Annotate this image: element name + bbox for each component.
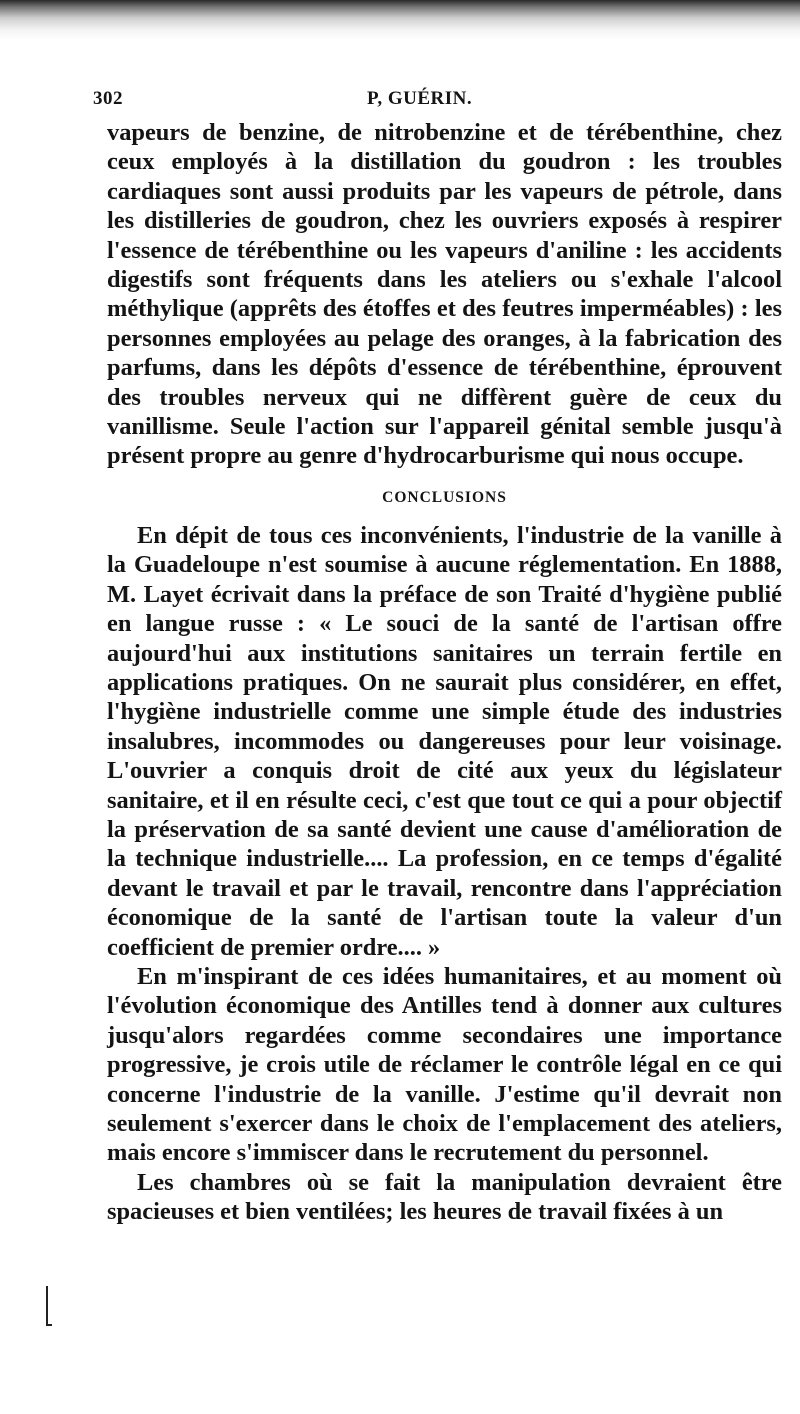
running-head — [93, 88, 782, 118]
scan-corner-mark — [46, 1286, 52, 1326]
paragraph-conclusions-2: En m'inspirant de ces idées humanitaires, et au moment où l'évolution économique des Antilles tend à donner aux cultures jusqu'alors regardées comme secondaires une importance progressive, je crois utile de réclamer le contrôle légal en ce qui concerne l'industrie de la vanille. J'estime qu'il devrait non seulement s'exercer dans le choix de l'emplacement des ateliers, mais encore s'immiscer dans le recrutement du personnel. — [107, 962, 782, 1167]
paragraph-conclusions-1: En dépit de tous ces inconvénients, l'industrie de la vanille à la Guadeloupe n'est soumise à aucune réglementation. En 1888, M. Layet écrivait dans la préface de son Traité d'hygiène publié en langue russe : « Le souci de la santé de l'artisan offre aujourd'hui aux institutions sanitaires un terrain fertile en applications pratiques. On ne saurait plus considérer, en effet, l'hygiène industrielle comme une simple étude des industries insalubres, incommodes ou dangereuses pour leur voisinage. L'ouvrier a conquis droit de cité aux yeux du législateur sanitaire, et il en résulte ceci, c'est que tout ce qui a pour objectif la préservation de sa santé devient une cause d'amélioration de la technique industrielle.... La profession, en ce temps d'égalité devant le travail et par le travail, rencontre dans l'appréciation économique de la santé de l'artisan toute la valeur d'un coefficient de premier ordre.... » — [107, 521, 782, 961]
scan-edge-shadow — [0, 0, 800, 40]
section-heading: CONCLUSIONS — [382, 488, 507, 506]
running-title: P, GUÉRIN. — [367, 88, 473, 109]
paragraph-conclusions-3: Les chambres où se fait la manipulation devraient être spacieuses et bien ventilées; les heures de travail fixées à un — [107, 1168, 782, 1226]
paragraph-intro: vapeurs de benzine, de nitrobenzine et de térébenthine, chez ceux employés à la distillation du goudron : les troubles cardiaques sont aussi produits par les vapeurs de pétrole, dans les distilleries de goudron, chez les ouvriers exposés à respirer l'essence de térébenthine ou les vapeurs d'aniline : les accidents digestifs sont fréquents dans les ateliers ou s'exhale l'alcool méthylique (apprêts des étoffes et des feutres imperméables) : les personnes employées au pelage des oranges, à la fabrication des parfums, dans les dépôts d'essence de térébenthine, éprouvent des troubles nerveux qui ne diffèrent guère de ceux du vanillisme. Seule l'action sur l'appareil génital semble jusqu'à présent propre au genre d'hydrocarburisme qui nous occupe. — [107, 119, 782, 470]
page-number: 302 — [93, 88, 123, 109]
book-page — [93, 88, 782, 1227]
